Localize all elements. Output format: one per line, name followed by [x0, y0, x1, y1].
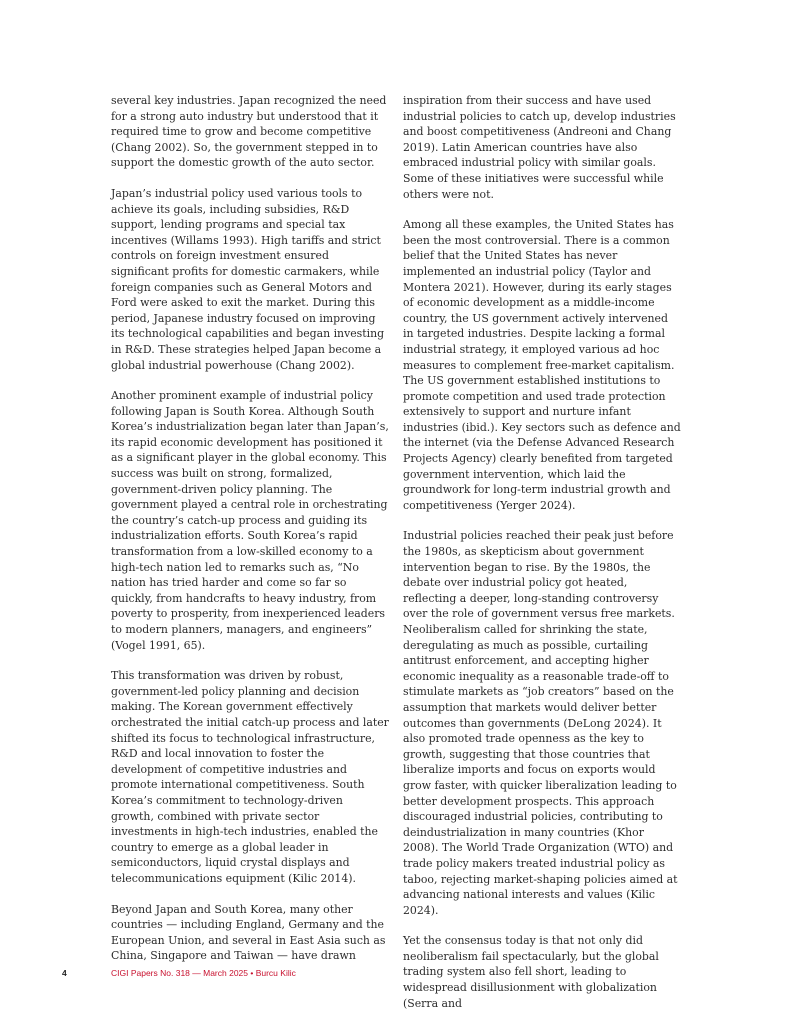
- paragraph: Another prominent example of industrial policy following Japan is South Korea. Although South Korea’s industrialization began later than Japan’s, its rapid economic development has positioned it as a significant player in the global economy. This success was built on strong, formalized, government-driven policy planning. The government played a central role in orchestrating the country’s catch-up process and guiding its industrialization efforts. South Korea’s rapid transformation from a low-skilled economy to a high-tech nation led to remarks such as, “No nation has tried harder and come so far so quickly, from handcrafts to heavy industry, from poverty to prosperity, from inexperienced leaders to modern planners, managers, and engineers” (Vogel 1991, 65).: [111, 389, 389, 652]
- paragraph: This transformation was driven by robust, government-led policy planning and decision making. The Korean government effectively orchestrated the initial catch-up process and later shifted its focus to technological infrastructure, R&D and local innovation to foster the development of competitive industries and promote international competitiveness. South Korea’s commitment to technology-driven growth, combined with private sector investments in high-tech industries, enabled the country to emerge as a global leader in semiconductors, liquid crystal displays and telecommunications equipment (Kilic 2014).: [111, 669, 389, 885]
- paragraph: Japan’s industrial policy used various tools to achieve its goals, including subsidies, R&D support, lending programs and special tax incentives (Willams 1993). High tariffs and strict controls on foreign investment ensured significant profits for domestic carmakers, while foreign companies such as General Motors and Ford were asked to exit the market. During this period, Japanese industry focused on improving its technological capabilities and began investing in R&D. These strategies helped Japan become a global industrial powerhouse (Chang 2002).: [111, 186, 385, 372]
- paragraph: Beyond Japan and South Korea, many other countries — including England, Germany and the European Union, and several in East Asia such as China, Singapore and Taiwan — have drawn: [111, 902, 386, 963]
- page-footer: [0, 968, 791, 982]
- right-column: [403, 93, 681, 1026]
- paragraph: inspiration from their success and have used industrial policies to catch up, develop industries and boost competitiveness (Andreoni and Chang 2019). Latin American countries have also embraced industrial policy with similar goals. Some of these initiatives were successful while others were not.: [403, 94, 676, 201]
- paragraph: Industrial policies reached their peak just before the 1980s, as skepticism about government intervention began to rise. By the 1980s, the debate over industrial policy got heated, reflecting a deeper, long-standing controversy over the role of government versus free markets. Neoliberalism called for shrinking the state, deregulating as much as possible, curtailing antitrust enforcement, and accepting higher economic inequality as a reasonable trade-off to stimulate markets as “job creators” based on the assumption that markets would deliver better outcomes than governments (DeLong 2024). It also promoted trade openness as the key to growth, suggesting that those countries that liberalize imports and focus on exports would grow faster, with quicker liberalization leading to better development prospects. This approach discouraged industrial policies, contributing to deindustrialization in many countries (Khor 2008). The World Trade Organization (WTO) and trade policy makers treated industrial policy as taboo, rejecting market-shaping policies aimed at advancing national interests and values (Kilic 2024).: [403, 529, 678, 917]
- paragraph: Among all these examples, the United States has been the most controversial. There is a common belief that the United States has never implemented an industrial policy (Taylor and Montera 2021). However, during its early stages of economic development as a middle-income country, the US government actively intervened in targeted industries. Despite lacking a formal industrial strategy, it employed various ad hoc measures to complement free-market capitalism. The US government established institutions to promote competition and used trade protection extensively to support and nurture infant industries (ibid.). Key sectors such as defence and the internet (via the Defense Advanced Research Projects Agency) clearly benefited from targeted government intervention, which laid the groundwork for long-term industrial growth and competitiveness (Yerger 2024).: [403, 218, 681, 512]
- paragraph: several key industries. Japan recognized the need for a strong auto industry but understood that it required time to grow and become competitive (Chang 2002). So, the government stepped in to support the domestic growth of the auto sector.: [111, 94, 387, 170]
- page-number: 4: [62, 968, 67, 978]
- paragraph: Yet the consensus today is that not only did neoliberalism fail spectacularly, but the global trading system also fell short, leading to widespread disillusionment with globalization (Serra and: [403, 934, 659, 1010]
- footer-citation: CIGI Papers No. 318 — March 2025 • Burcu Kilic: [111, 968, 296, 978]
- left-column: [111, 93, 389, 979]
